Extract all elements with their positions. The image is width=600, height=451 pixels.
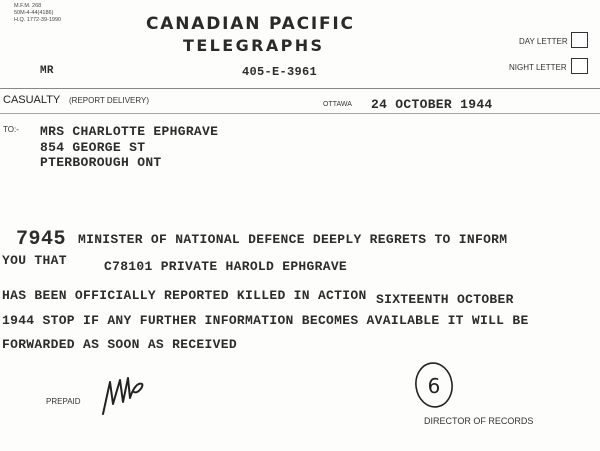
place-label: OTTAWA xyxy=(323,101,352,108)
recipient-city: PTERBOROUGH ONT xyxy=(40,155,162,170)
handwritten-number-circle xyxy=(412,360,456,410)
day-letter-checkbox[interactable] xyxy=(571,32,588,48)
handwritten-number: 6 xyxy=(427,374,441,398)
header-divider xyxy=(0,88,600,89)
recipient-name: MRS CHARLOTTE EPHGRAVE xyxy=(40,124,219,139)
message-number: 7945 xyxy=(16,228,67,251)
message-type-note: (REPORT DELIVERY) xyxy=(69,96,150,105)
message-line-4b: SIXTEENTH OCTOBER xyxy=(376,292,514,307)
night-letter-label: NIGHT LETTER xyxy=(509,63,567,72)
recipient-street: 854 GEORGE ST xyxy=(40,140,146,155)
prefix: MR xyxy=(40,65,54,77)
message-date: 24 OCTOBER 1944 xyxy=(371,97,493,112)
company-name: CANADIAN PACIFIC xyxy=(146,14,355,34)
form-number-1: M.F.M. 268 xyxy=(14,3,42,9)
form-number-2: 50M-4-44(4186) xyxy=(14,10,54,16)
form-number-3: H.Q. 1772-39-1990 xyxy=(14,17,62,23)
director-of-records-label: DIRECTOR OF RECORDS xyxy=(424,416,534,426)
message-line-6: FORWARDED AS SOON AS RECEIVED xyxy=(2,337,237,352)
night-letter-checkbox[interactable] xyxy=(571,58,588,74)
date-divider xyxy=(0,113,600,114)
message-line-2: YOU THAT xyxy=(2,253,67,268)
day-letter-label: DAY LETTER xyxy=(519,37,568,46)
telegraphs-title: TELEGRAPHS xyxy=(183,36,325,55)
message-line-3: C78101 PRIVATE HAROLD EPHGRAVE xyxy=(104,259,348,274)
handwritten-signature xyxy=(98,364,148,419)
message-type: CASUALTY xyxy=(3,94,61,106)
message-line-4: HAS BEEN OFFICIALLY REPORTED KILLED IN ACTION xyxy=(2,288,367,303)
message-line-1: MINISTER OF NATIONAL DEFENCE DEEPLY REGRETS TO INFORM xyxy=(78,232,508,247)
reference-number: 405-E-3961 xyxy=(242,65,318,79)
to-label: TO:- xyxy=(3,125,19,134)
prepaid-label: PREPAID xyxy=(46,397,81,406)
message-line-5: 1944 STOP IF ANY FURTHER INFORMATION BECOMES AVAILABLE IT WILL BE xyxy=(2,313,529,328)
